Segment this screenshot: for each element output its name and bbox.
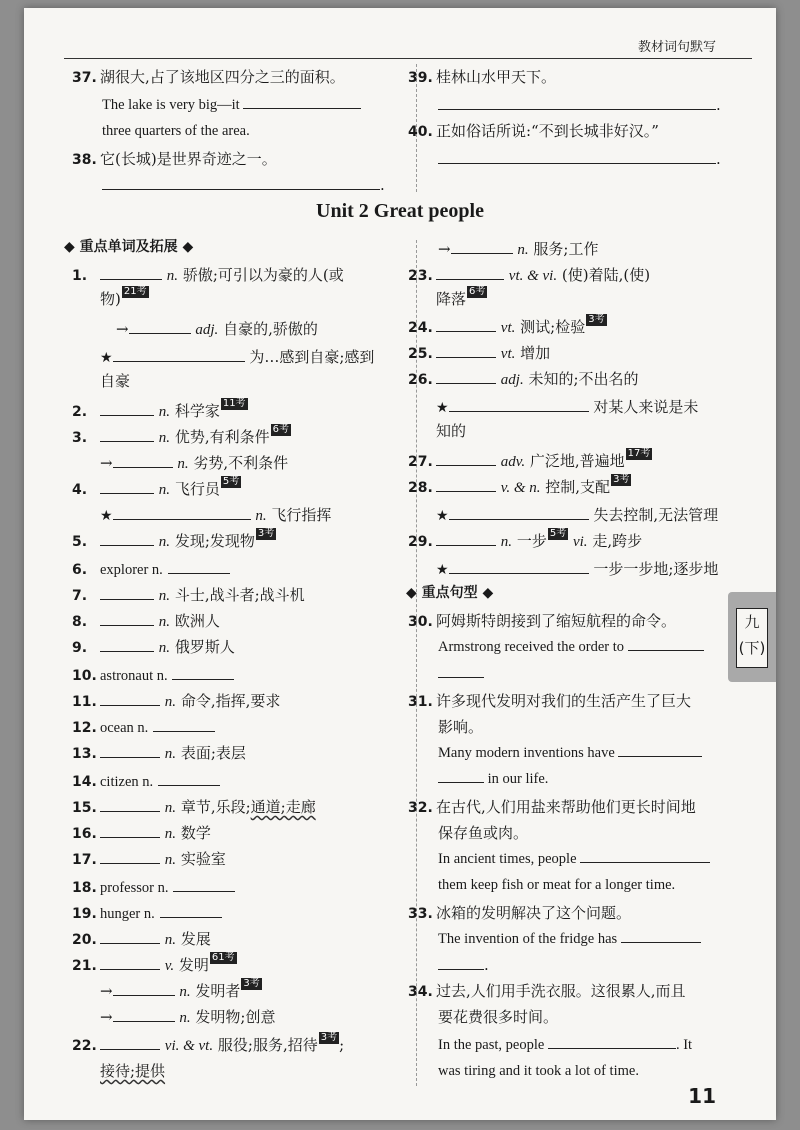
question-40: 40. 正如俗话所说:“不到长城非好汉。” bbox=[408, 122, 659, 140]
section-key-sentences: ◆ 重点句型 ◆ bbox=[406, 585, 494, 601]
answer-blank[interactable] bbox=[113, 979, 175, 996]
answer-blank[interactable] bbox=[100, 425, 154, 442]
exam-count-badge: 3考 bbox=[243, 978, 260, 989]
word-item-5: 5. n. 发现;发现物 3考 bbox=[72, 528, 275, 550]
word-item-23-cont: 降落 6考 bbox=[436, 286, 486, 308]
answer-blank[interactable] bbox=[436, 263, 504, 280]
question-39-answer: . bbox=[438, 92, 721, 118]
question-37-english: The lake is very big—it bbox=[102, 92, 361, 118]
exam-count-badge: 6考 bbox=[272, 424, 289, 435]
page-header: 教材词句默写 bbox=[637, 40, 716, 55]
answer-blank[interactable] bbox=[113, 345, 245, 362]
word-item-17: 17. n. 实验室 bbox=[72, 846, 226, 873]
word-item-1-cont: 物) 21考 bbox=[100, 286, 147, 308]
answer-blank[interactable] bbox=[100, 263, 162, 280]
answer-blank[interactable] bbox=[438, 661, 484, 678]
answer-blank[interactable] bbox=[100, 609, 154, 626]
answer-blank[interactable] bbox=[160, 901, 222, 918]
question-34-english: In the past, people . It bbox=[438, 1032, 692, 1058]
answer-blank[interactable] bbox=[158, 769, 220, 786]
word-item-18: 18. professor n. bbox=[72, 874, 235, 901]
answer-blank[interactable] bbox=[153, 715, 215, 732]
answer-blank[interactable] bbox=[449, 395, 589, 412]
answer-blank[interactable] bbox=[100, 795, 160, 812]
question-30-english-2 bbox=[438, 660, 484, 686]
answer-blank[interactable] bbox=[100, 635, 154, 652]
answer-blank[interactable] bbox=[113, 1005, 175, 1022]
word-item-29-phrase: ★ 一步一步地;逐步地 bbox=[436, 556, 718, 583]
question-39: 39. 桂林山水甲天下。 bbox=[408, 68, 557, 86]
answer-blank[interactable] bbox=[172, 663, 234, 680]
answer-blank[interactable] bbox=[102, 173, 380, 190]
exam-count-badge: 3考 bbox=[257, 528, 275, 539]
word-item-22-cont: 接待;提供 bbox=[100, 1062, 166, 1080]
answer-blank[interactable] bbox=[548, 1032, 676, 1049]
word-item-22-derivative: → n. 服务;工作 bbox=[438, 236, 598, 263]
word-item-13: 13. n. 表面;表层 bbox=[72, 740, 246, 767]
word-item-11: 11. n. 命令,指挥,要求 bbox=[72, 688, 280, 715]
word-item-16: 16. n. 数学 bbox=[72, 820, 211, 847]
worksheet-page bbox=[24, 8, 776, 1120]
exam-count-badge: 61考 bbox=[211, 952, 235, 963]
answer-blank[interactable] bbox=[438, 147, 716, 164]
word-item-26-phrase: ★ 对某人来说是未 bbox=[436, 394, 698, 421]
answer-blank[interactable] bbox=[100, 529, 154, 546]
word-item-1-derivative: → adj. 自豪的,骄傲的 bbox=[116, 316, 318, 343]
answer-blank[interactable] bbox=[100, 821, 160, 838]
word-item-21-derivative-1: → n. 发明者 3考 bbox=[100, 978, 260, 1000]
grade-side-tab bbox=[728, 592, 776, 682]
question-30: 30. 阿姆斯特朗接到了缩短航程的命令。 bbox=[408, 612, 677, 630]
word-item-1-phrase: ★ 为…感到自豪;感到 bbox=[100, 344, 374, 371]
question-38-answer: . bbox=[102, 172, 385, 198]
exam-count-badge: 6考 bbox=[469, 286, 486, 297]
answer-blank[interactable] bbox=[100, 1033, 160, 1050]
question-40-answer: . bbox=[438, 146, 721, 172]
question-32: 32. 在古代,人们用盐来帮助他们更长时间地 bbox=[408, 798, 696, 816]
answer-blank[interactable] bbox=[628, 634, 704, 651]
answer-blank[interactable] bbox=[438, 766, 484, 783]
answer-blank[interactable] bbox=[436, 367, 496, 384]
answer-blank[interactable] bbox=[621, 926, 701, 943]
answer-blank[interactable] bbox=[100, 399, 154, 416]
question-33-english-2: . bbox=[438, 952, 489, 978]
answer-blank[interactable] bbox=[451, 237, 513, 254]
star-icon: ★ bbox=[436, 400, 449, 416]
question-34: 34. 过去,人们用手洗衣服。这很累人,而且 bbox=[408, 982, 686, 1000]
answer-blank[interactable] bbox=[580, 846, 710, 863]
word-item-14: 14. citizen n. bbox=[72, 768, 220, 795]
answer-blank[interactable] bbox=[100, 927, 160, 944]
answer-blank[interactable] bbox=[618, 740, 702, 757]
answer-blank[interactable] bbox=[436, 315, 496, 332]
question-31-cont: 影响。 bbox=[438, 718, 484, 736]
word-item-4-phrase: ★ n. 飞行指挥 bbox=[100, 502, 331, 529]
grade-label: 九(下) bbox=[736, 608, 768, 668]
word-item-8: 8. n. 欧洲人 bbox=[72, 608, 220, 635]
word-item-29: 29. n. 一步 5考 vi. 走,跨步 bbox=[408, 528, 643, 550]
answer-blank[interactable] bbox=[173, 875, 235, 892]
exam-count-badge: 5考 bbox=[222, 476, 240, 487]
answer-blank[interactable] bbox=[449, 503, 589, 520]
word-item-7: 7. n. 斗士,战斗者;战斗机 bbox=[72, 582, 305, 609]
answer-blank[interactable] bbox=[436, 529, 496, 546]
question-37-english-2: three quarters of the area. bbox=[102, 123, 250, 139]
exam-count-badge: 11考 bbox=[222, 398, 246, 409]
word-item-24: 24. vt. 测试;检验 3考 bbox=[408, 314, 605, 336]
word-item-22: 22. vi. & vt. 服役;服务,招待 3考 ; bbox=[72, 1032, 345, 1054]
answer-blank[interactable] bbox=[113, 451, 173, 468]
page-number: 11 bbox=[688, 1084, 716, 1108]
question-32-cont: 保存鱼或肉。 bbox=[438, 824, 529, 842]
exam-count-badge: 3考 bbox=[320, 1032, 338, 1043]
answer-blank[interactable] bbox=[100, 689, 160, 706]
question-31-english-2: in our life. bbox=[438, 766, 548, 792]
word-item-26-phrase-cont: 知的 bbox=[436, 422, 467, 440]
word-item-1-phrase-cont: 自豪 bbox=[100, 372, 131, 390]
word-item-3: 3. n. 优势,有利条件 6考 bbox=[72, 424, 289, 446]
question-31-english: Many modern inventions have bbox=[438, 740, 702, 766]
answer-blank[interactable] bbox=[438, 953, 484, 970]
answer-blank[interactable] bbox=[100, 583, 154, 600]
word-item-9: 9. n. 俄罗斯人 bbox=[72, 634, 235, 661]
answer-blank[interactable] bbox=[436, 449, 496, 466]
word-item-21: 21. v. 发明 61考 bbox=[72, 952, 235, 974]
word-item-20: 20. n. 发展 bbox=[72, 926, 211, 953]
word-item-26: 26. adj. 未知的;不出名的 bbox=[408, 366, 639, 393]
question-38: 38. 它(长城)是世界奇迹之一。 bbox=[72, 150, 277, 168]
answer-blank[interactable] bbox=[436, 475, 496, 492]
unit-title: Unit 2 Great people bbox=[316, 200, 484, 222]
exam-count-badge: 21考 bbox=[123, 286, 147, 297]
word-item-6: 6. explorer n. bbox=[72, 556, 230, 583]
word-item-28: 28. v. & n. 控制,支配 3考 bbox=[408, 474, 630, 496]
question-34-english-2: was tiring and it took a lot of time. bbox=[438, 1063, 639, 1079]
answer-blank[interactable] bbox=[449, 557, 589, 574]
question-32-english-2: them keep fish or meat for a longer time. bbox=[438, 877, 676, 893]
star-icon: ★ bbox=[100, 508, 113, 524]
question-31: 31. 许多现代发明对我们的生活产生了巨大 bbox=[408, 692, 692, 710]
answer-blank[interactable] bbox=[100, 847, 160, 864]
star-icon: ★ bbox=[436, 562, 449, 578]
answer-blank[interactable] bbox=[129, 317, 191, 334]
word-item-23: 23. vt. & vi. (使)着陆,(使) bbox=[408, 262, 650, 289]
exam-count-badge: 5考 bbox=[549, 528, 567, 539]
answer-blank[interactable] bbox=[100, 477, 154, 494]
word-item-2: 2. n. 科学家 11考 bbox=[72, 398, 246, 420]
answer-blank[interactable] bbox=[100, 741, 160, 758]
header-rule bbox=[64, 58, 752, 59]
answer-blank[interactable] bbox=[168, 557, 230, 574]
exam-count-badge: 17考 bbox=[627, 448, 651, 459]
question-33: 33. 冰箱的发明解决了这个问题。 bbox=[408, 904, 632, 922]
word-item-10: 10. astronaut n. bbox=[72, 662, 234, 689]
word-item-12: 12. ocean n. bbox=[72, 714, 215, 741]
star-icon: ★ bbox=[436, 508, 449, 524]
star-icon: ★ bbox=[100, 350, 113, 366]
answer-blank[interactable] bbox=[113, 503, 251, 520]
section-key-words: ◆ 重点单词及拓展 ◆ bbox=[64, 239, 194, 255]
word-item-15: 15. n. 章节,乐段;通道;走廊 bbox=[72, 794, 316, 821]
answer-blank[interactable] bbox=[436, 341, 496, 358]
exam-count-badge: 3考 bbox=[588, 314, 605, 325]
word-item-28-phrase: ★ 失去控制,无法管理 bbox=[436, 502, 718, 529]
word-item-21-derivative-2: → n. 发明物;创意 bbox=[100, 1004, 275, 1031]
word-item-19: 19. hunger n. bbox=[72, 900, 222, 927]
question-34-cont: 要花费很多时间。 bbox=[438, 1008, 559, 1026]
word-item-3-derivative: → n. 劣势,不利条件 bbox=[100, 450, 288, 477]
word-item-27: 27. adv. 广泛地,普遍地 17考 bbox=[408, 448, 651, 470]
exam-count-badge: 3考 bbox=[613, 474, 630, 485]
question-37: 37. 湖很大,占了该地区四分之三的面积。 bbox=[72, 68, 345, 86]
answer-blank[interactable] bbox=[243, 92, 361, 109]
question-30-english: Armstrong received the order to bbox=[438, 634, 704, 660]
question-33-english: The invention of the fridge has bbox=[438, 926, 701, 952]
word-item-4: 4. n. 飞行员 5考 bbox=[72, 476, 240, 498]
question-32-english: In ancient times, people bbox=[438, 846, 710, 872]
answer-blank[interactable] bbox=[438, 93, 716, 110]
word-item-25: 25. vt. 增加 bbox=[408, 340, 550, 367]
word-item-1: 1. n. 骄傲;可引以为豪的人(或 bbox=[72, 262, 344, 289]
answer-blank[interactable] bbox=[100, 953, 160, 970]
